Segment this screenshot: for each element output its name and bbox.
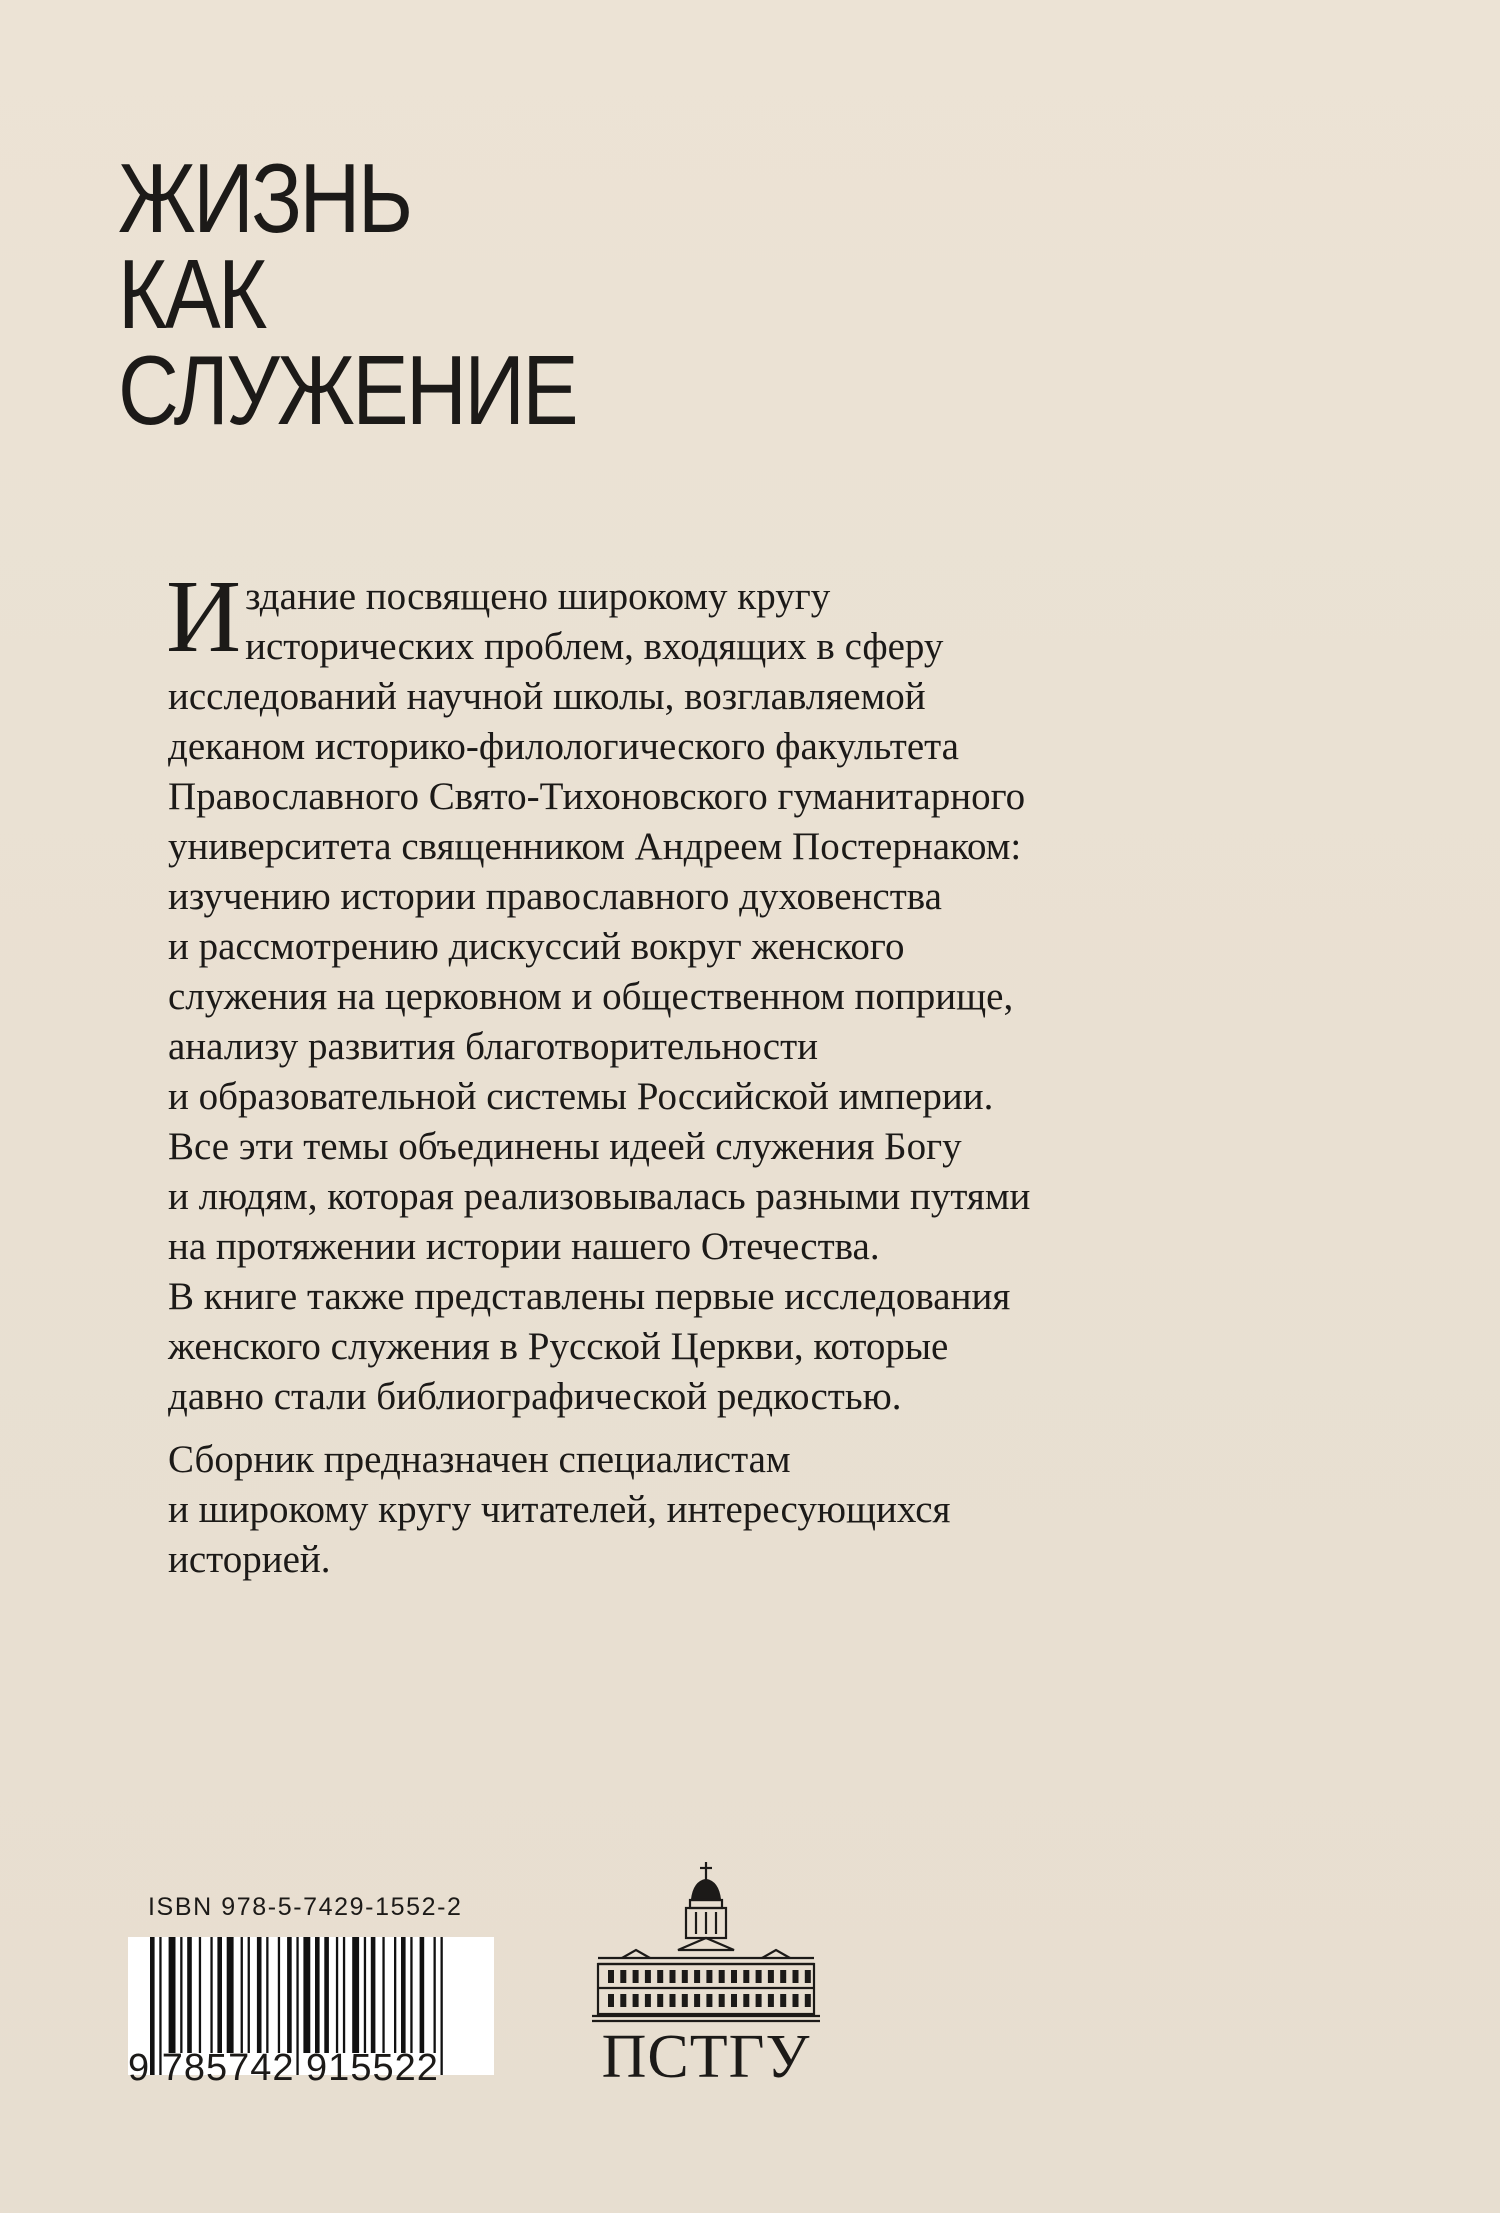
barcode-bar: [343, 1937, 345, 2053]
window: [620, 1970, 626, 1983]
window: [780, 1994, 786, 2007]
window: [608, 1970, 614, 1983]
barcode-bar: [315, 1937, 320, 2053]
window: [670, 1994, 676, 2007]
window: [719, 1994, 725, 2007]
window: [743, 1970, 749, 1983]
drop-cap: И: [166, 559, 242, 674]
annotation-line: давно стали библиографической редкостью.: [168, 1375, 902, 1418]
window: [793, 1970, 799, 1983]
barcode-bar: [336, 1937, 338, 2053]
window: [756, 1970, 762, 1983]
title-line-1: ЖИЗНЬ: [118, 143, 411, 253]
barcode-bar: [241, 1937, 243, 2053]
window: [706, 1970, 712, 1983]
window: [608, 1994, 614, 2007]
isbn-label: ISBN 978-5-7429-1552-2: [148, 1893, 463, 1921]
barcode-bar: [266, 1937, 268, 2053]
annotation-line: Сборник предназначен специалистам: [168, 1438, 791, 1481]
barcode-bar: [410, 1937, 412, 2053]
barcode-bar: [210, 1937, 212, 2053]
window: [805, 1994, 811, 2007]
annotation-paragraph-2: [168, 1435, 1318, 1585]
annotation-line: и людям, которая реализовывалась разными путями: [168, 1175, 1031, 1218]
window: [633, 1970, 639, 1983]
window: [780, 1970, 786, 1983]
barcode-bar: [278, 1937, 280, 2053]
window: [731, 1970, 737, 1983]
barcode-digits: 9 785742 915522: [128, 2047, 439, 2089]
title-line-2: КАК: [118, 239, 265, 349]
annotation-line: Все эти темы объединены идеей служения Богу: [168, 1125, 962, 1168]
window: [633, 1994, 639, 2007]
window: [657, 1970, 663, 1983]
barcode-bar: [257, 1937, 262, 2053]
annotation-line: и широкому кругу читателей, интересующихся: [168, 1488, 951, 1531]
barcode-bar: [169, 1937, 176, 2053]
barcode-bar: [382, 1937, 384, 2053]
annotation-line: на протяжении истории нашего Отечества.: [168, 1225, 880, 1268]
annotation-line: исторических проблем, входящих в сферу: [245, 625, 944, 668]
window: [706, 1994, 712, 2007]
barcode-bar: [303, 1937, 310, 2053]
annotation-paragraph-1: [166, 559, 1318, 1422]
annotation-line: служения на церковном и общественном поприще,: [168, 975, 1014, 1018]
annotation-line: историей.: [168, 1538, 331, 1581]
title-line-3: СЛУЖЕНИЕ: [118, 335, 576, 445]
window: [743, 1994, 749, 2007]
barcode-bar: [180, 1937, 182, 2053]
window: [682, 1994, 688, 2007]
barcode-bar: [364, 1937, 366, 2053]
publisher-logo: [592, 1858, 820, 2092]
annotation-line: деканом историко-филологического факультета: [168, 725, 959, 768]
window: [805, 1970, 811, 1983]
book-title: [118, 143, 576, 445]
annotation-line: Православного Свято-Тихоновского гуманитарного: [168, 775, 1026, 818]
barcode-bar: [420, 1937, 425, 2053]
window: [694, 1970, 700, 1983]
annotation-line: здание посвящено широкому кругу: [245, 575, 831, 618]
barcode-bar: [199, 1937, 201, 2053]
window: [645, 1994, 651, 2007]
barcode-bar: [394, 1937, 396, 2053]
window: [719, 1970, 725, 1983]
barcode-bar: [352, 1937, 359, 2053]
window: [793, 1994, 799, 2007]
barcode-bar: [187, 1937, 192, 2053]
window: [657, 1994, 663, 2007]
barcode-bar: [287, 1937, 292, 2053]
annotation-line: и образовательной системы Российской империи.: [168, 1075, 994, 1118]
window: [768, 1994, 774, 2007]
barcode-bar: [217, 1937, 222, 2053]
window: [768, 1970, 774, 1983]
annotation-line: изучению истории православного духовенства: [168, 875, 942, 918]
annotation-line: и рассмотрению дискуссий вокруг женского: [168, 925, 905, 968]
annotation-text: [166, 559, 1318, 1585]
annotation-line: женского служения в Русской Церкви, которые: [168, 1325, 949, 1368]
window: [682, 1970, 688, 1983]
annotation-line: университета священником Андреем Постернаком:: [168, 825, 1022, 868]
cathedral-building-icon: [592, 1858, 820, 2026]
annotation-line: анализу развития благотворительности: [168, 1025, 818, 1068]
barcode-bar: [401, 1937, 406, 2053]
window: [731, 1994, 737, 2007]
barcode-bar: [248, 1937, 250, 2053]
window: [645, 1970, 651, 1983]
barcode-bar: [434, 1937, 436, 2053]
window: [670, 1970, 676, 1983]
annotation-line: исследований научной школы, возглавляемой: [168, 675, 926, 718]
publisher-name: ПСТГУ: [601, 2023, 811, 2091]
window: [694, 1994, 700, 2007]
annotation-line: В книге также представлены первые исследования: [168, 1275, 1011, 1318]
barcode-bar: [227, 1937, 234, 2053]
window: [756, 1994, 762, 2007]
barcode-bar: [441, 1937, 443, 2075]
window: [620, 1994, 626, 2007]
barcode-bar: [324, 1937, 329, 2053]
barcode-bar: [371, 1937, 376, 2053]
